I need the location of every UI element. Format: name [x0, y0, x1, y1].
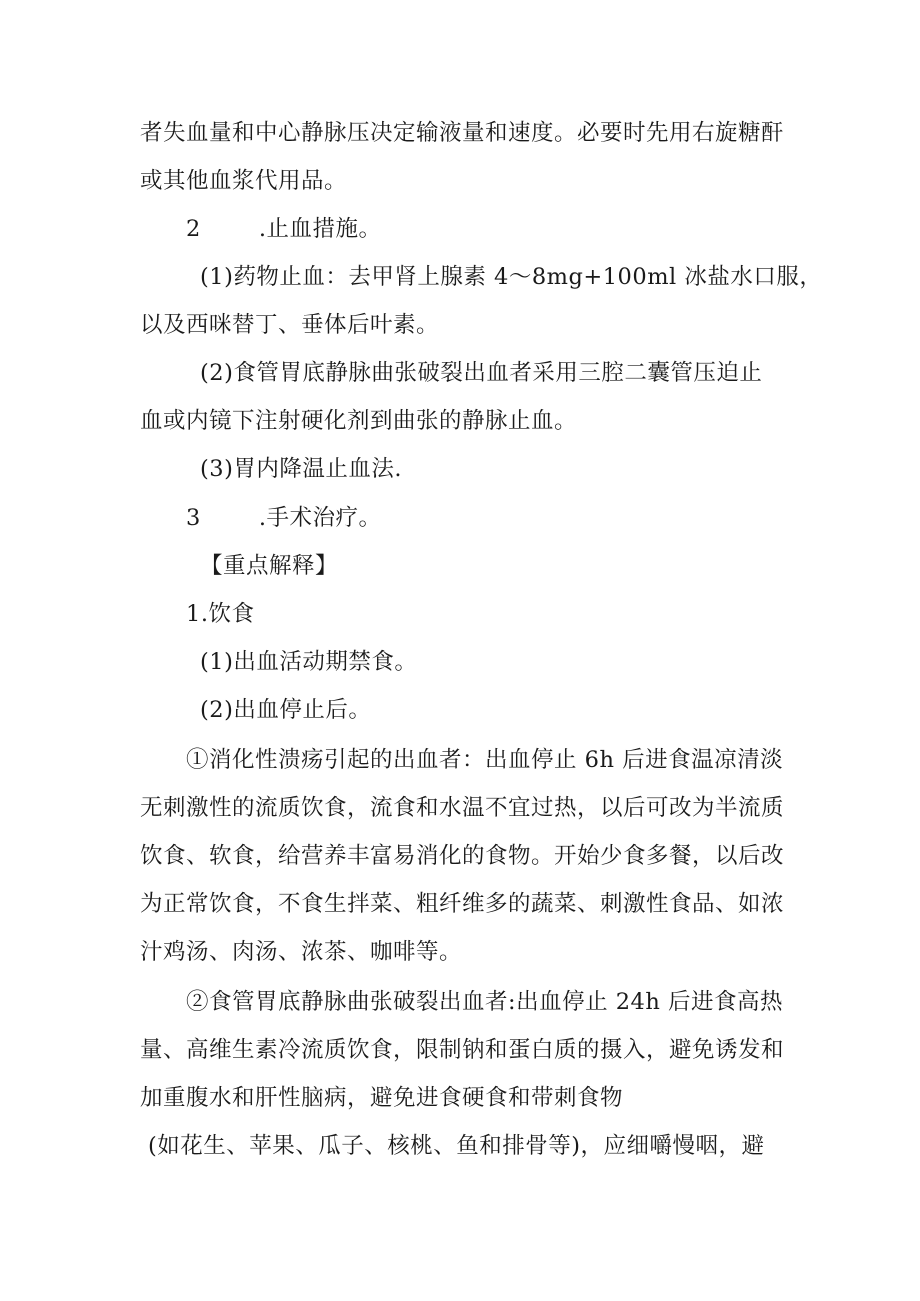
paragraph-line: 汁鸡汤、肉汤、浓茶、咖啡等。	[140, 939, 463, 965]
section-title: .手术治疗。	[258, 505, 382, 531]
section-heading	[186, 214, 381, 244]
paragraph-line: 血或内镜下注射硬化剂到曲张的静脉止血。	[140, 408, 578, 434]
paragraph-line: ②食管胃底静脉曲张破裂出血者:出血停止 24h 后进食高热	[186, 989, 784, 1015]
section-heading: 【重点解释】	[200, 553, 339, 579]
paragraph-line: (如花生、苹果、瓜子、核桃、鱼和排骨等)，应细嚼慢咽，避	[148, 1133, 765, 1159]
paragraph-line: (2)食管胃底静脉曲张破裂出血者采用三腔二囊管压迫止	[200, 360, 763, 386]
paragraph-line: 无刺激性的流质饮食，流食和水温不宜过热，以后可改为半流质	[140, 795, 785, 821]
paragraph-line: 为正常饮食，不食生拌菜、粗纤维多的蔬菜、刺激性食品、如浓	[140, 891, 785, 917]
paragraph-line: (2)出血停止后。	[200, 697, 372, 723]
paragraph-line: 者失血量和中心静脉压决定输液量和速度。必要时先用右旋糖酐	[140, 120, 785, 146]
paragraph-line: 量、高维生素冷流质饮食，限制钠和蛋白质的摄入，避免诱发和	[140, 1037, 785, 1063]
paragraph-line: ①消化性溃疡引起的出血者：出血停止 6h 后进食温凉清淡	[186, 747, 784, 773]
section-number: 3	[186, 505, 201, 531]
paragraph-line: (3)胃内降温止血法.	[200, 456, 403, 482]
paragraph-line: 以及西咪替丁、垂体后叶素。	[140, 312, 440, 338]
section-number: 2	[186, 216, 201, 242]
paragraph-line: 或其他血浆代用品。	[140, 168, 348, 194]
paragraph-line: (1)出血活动期禁食。	[200, 649, 418, 675]
section-title: .止血措施。	[258, 216, 382, 242]
paragraph-line: 饮食、软食，给营养丰富易消化的食物。开始少食多餐，以后改	[140, 843, 785, 869]
paragraph-line: 加重腹水和肝性脑病，避免进食硬食和带刺食物	[140, 1085, 624, 1111]
section-heading	[186, 503, 381, 533]
paragraph-line: (1)药物止血：去甲肾上腺素 4～8mg+100ml 冰盐水口服，	[200, 264, 823, 290]
subsection-heading: 1.饮食	[186, 601, 255, 627]
